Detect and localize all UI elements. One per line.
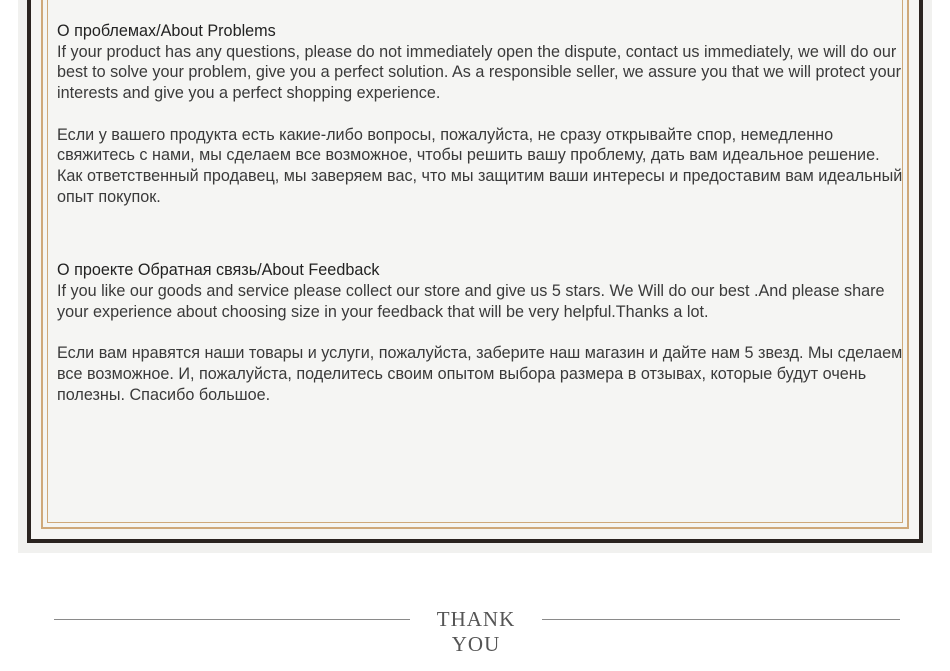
feedback-section <box>57 260 907 405</box>
divider-left <box>54 619 410 620</box>
problems-russian-text: Если у вашего продукта есть какие-либо вопросы, пожалуйста, не сразу открывайте спор, немедленно свяжитесь с нами, мы сделаем все возможное, чтобы решить вашу проблему, дать вам идеальное решение. Как ответственный продавец, мы заверяем вас, что мы защитим ваши интересы и предоставим вам идеальный опыт покупок. <box>57 125 903 206</box>
problems-english-text: If your product has any questions, please do not immediately open the dispute, contact us immediately, we will do our best to solve your problem, give you a perfect solution. As a responsible seller, we assure you that we will protect your interests and give you a perfect shopping experience. <box>57 42 901 103</box>
feedback-heading: О проекте Обратная связь/About Feedback <box>57 261 380 280</box>
feedback-russian-text: Если вам нравятся наши товары и услуги, пожалуйста, заберите наш магазин и дайте нам 5 звезд. Мы сделаем все возможное. И, пожалуйста, поделитесь своим опытом выбора размера в отзывах, которые будут очень полезны. Спасибо большое. <box>57 344 903 404</box>
problems-heading: О проблемах/About Problems <box>57 22 276 40</box>
feedback-english-text: If you like our goods and service please collect our store and give us 5 stars. We Will do our best .And please share your experience about choosing size in your feedback that will be very helpful.Thanks a lot. <box>57 282 885 321</box>
info-content <box>57 21 907 405</box>
thank-you-footer <box>0 600 950 656</box>
problems-section <box>57 21 907 207</box>
thank-you-text: THANK YOU <box>436 607 516 656</box>
divider-right <box>542 619 900 620</box>
